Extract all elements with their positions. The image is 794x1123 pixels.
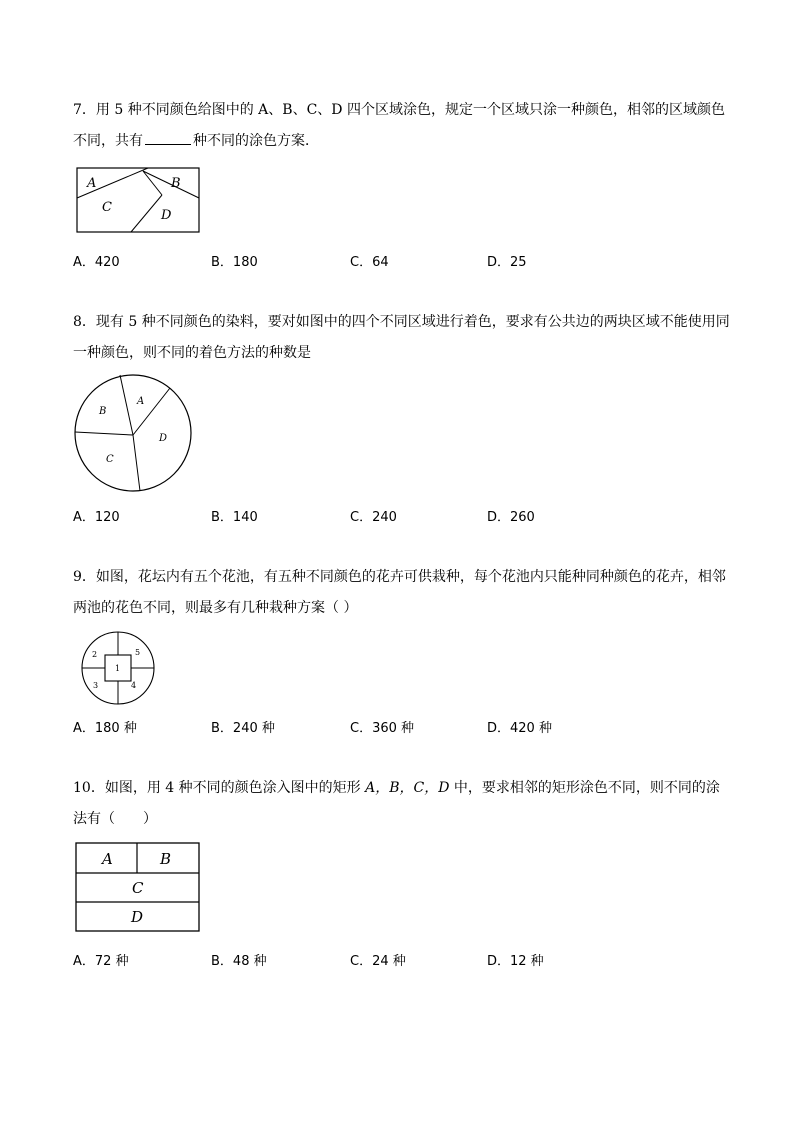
question-9-stem: 9．如图，花坛内有五个花池，有五种不同颜色的花卉可供栽种，每个花池内只能种同种颜色的花卉，相邻两池的花色不同，则最多有几种栽种方案（ ） xyxy=(73,569,726,616)
figure-7-label-d: D xyxy=(161,208,172,223)
figure-7-label-b: B xyxy=(171,176,181,191)
option-b: B．48 种 xyxy=(211,954,267,969)
question-8-options xyxy=(73,506,633,526)
figure-9-flowerbed xyxy=(80,630,156,706)
question-8 xyxy=(73,307,733,369)
question-10-options xyxy=(73,950,633,970)
answer-blank xyxy=(145,130,191,145)
question-8-stem: 8．现有 5 种不同颜色的染料，要对如图中的四个不同区域进行着色，要求有公共边的两块区域不能使用同一种颜色，则不同的着色方法的种数是 xyxy=(73,314,730,361)
question-9-options xyxy=(73,717,633,737)
figure-9-label-3: 3 xyxy=(93,681,99,690)
figure-10-rectangles xyxy=(75,842,201,933)
question-10-stem: 10．如图，用 4 种不同的颜色涂入图中的矩形 A，B，C，D 中，要求相邻的矩形涂色不同，则不同的涂法有（ ） xyxy=(73,780,720,827)
figure-9-label-2: 2 xyxy=(92,650,98,659)
option-d: D．420 种 xyxy=(487,721,552,736)
option-c: C．360 种 xyxy=(350,721,415,736)
figure-8-label-b: B xyxy=(99,406,107,417)
option-b: B．140 xyxy=(211,510,258,525)
option-c: C．64 xyxy=(350,255,389,270)
option-d: D．12 种 xyxy=(487,954,544,969)
figure-10-label-a: A xyxy=(102,850,113,868)
question-9 xyxy=(73,562,733,624)
option-a: A．420 xyxy=(73,255,120,270)
question-7-stem: 7．用 5 种不同颜色给图中的 A、B、C、D 四个区域涂色，规定一个区域只涂一种颜色，相邻的区域颜色不同，共有 种不同的涂色方案． xyxy=(73,102,725,149)
option-a: A．120 xyxy=(73,510,120,525)
question-10 xyxy=(73,773,733,835)
figure-10-label-b: B xyxy=(160,850,172,868)
question-7 xyxy=(73,95,733,157)
option-a: A．72 种 xyxy=(73,954,129,969)
question-7-options xyxy=(73,251,633,271)
option-d: D．25 xyxy=(487,255,527,270)
option-b: B．240 种 xyxy=(211,721,275,736)
figure-7-label-c: C xyxy=(102,200,112,215)
figure-8-label-c: C xyxy=(106,454,114,465)
option-b: B．180 xyxy=(211,255,258,270)
option-c: C．24 种 xyxy=(350,954,406,969)
figure-10-label-c: C xyxy=(132,879,144,897)
figure-8-label-a: A xyxy=(137,396,145,407)
option-c: C．240 xyxy=(350,510,397,525)
figure-8-label-d: D xyxy=(159,433,168,444)
figure-7-label-a: A xyxy=(87,176,97,191)
figure-9-label-5: 5 xyxy=(135,648,141,657)
figure-7-rectangle-regions xyxy=(76,167,201,233)
option-d: D．260 xyxy=(487,510,535,525)
option-a: A．180 种 xyxy=(73,721,137,736)
figure-8-circle-regions xyxy=(73,373,194,494)
figure-10-label-d: D xyxy=(131,908,144,926)
figure-9-label-1: 1 xyxy=(115,664,121,673)
figure-9-label-4: 4 xyxy=(131,681,137,690)
